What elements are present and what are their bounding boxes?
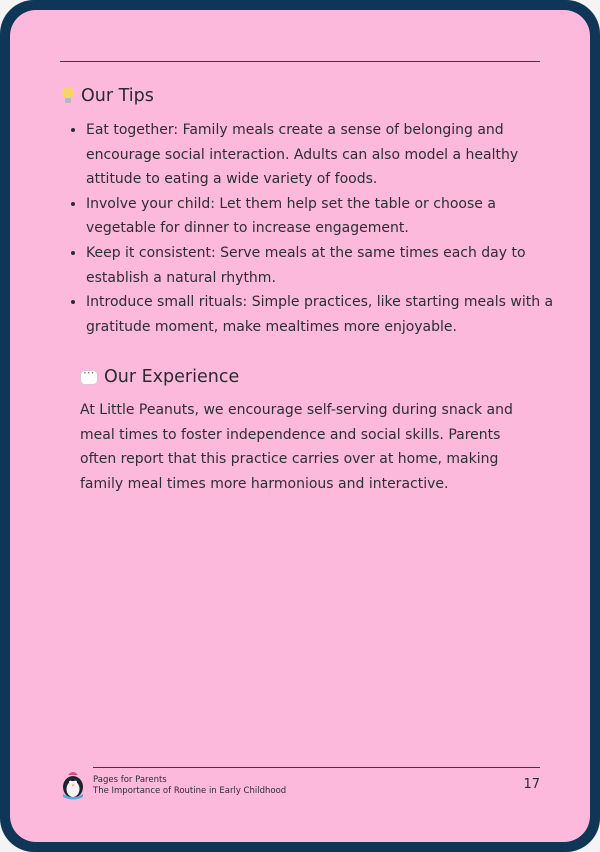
document-page [10, 10, 590, 842]
list-item: • Eat together: Family meals create a sense of belonging and encourage social interaction. Adults can also model a healthy attitude to eating a wide variety of foods. [86, 118, 566, 192]
list-item: • Keep it consistent: Serve meals at the same times each day to establish a natural rhythm. [86, 241, 566, 290]
tips-list [62, 118, 566, 339]
top-divider [60, 61, 540, 62]
speech-bubble-icon [80, 370, 98, 385]
bottom-divider [93, 767, 540, 768]
footer-line-2: The Importance of Routine in Early Childhood [93, 786, 287, 796]
tips-heading-text: Our Tips [81, 86, 154, 106]
list-item: • Introduce small rituals: Simple practices, like starting meals with a gratitude moment, make mealtimes more enjoyable. [86, 290, 566, 339]
experience-paragraph: At Little Peanuts, we encourage self-serving during snack and meal times to foster independence and social skills. Parents often report that this practice carries over at home, making family meal times more harmonious and interactive. [80, 402, 513, 492]
tips-heading [61, 86, 154, 106]
list-item: • Involve your child: Let them help set the table or choose a vegetable for dinner to increase engagement. [86, 192, 566, 241]
lightbulb-icon [61, 87, 75, 105]
footer-line-1: Pages for Parents [93, 775, 167, 785]
experience-heading [80, 367, 239, 387]
footer-text [93, 775, 286, 797]
penguin-logo-icon [60, 770, 86, 800]
experience-heading-text: Our Experience [104, 367, 240, 387]
page-number: 17 [523, 777, 540, 792]
